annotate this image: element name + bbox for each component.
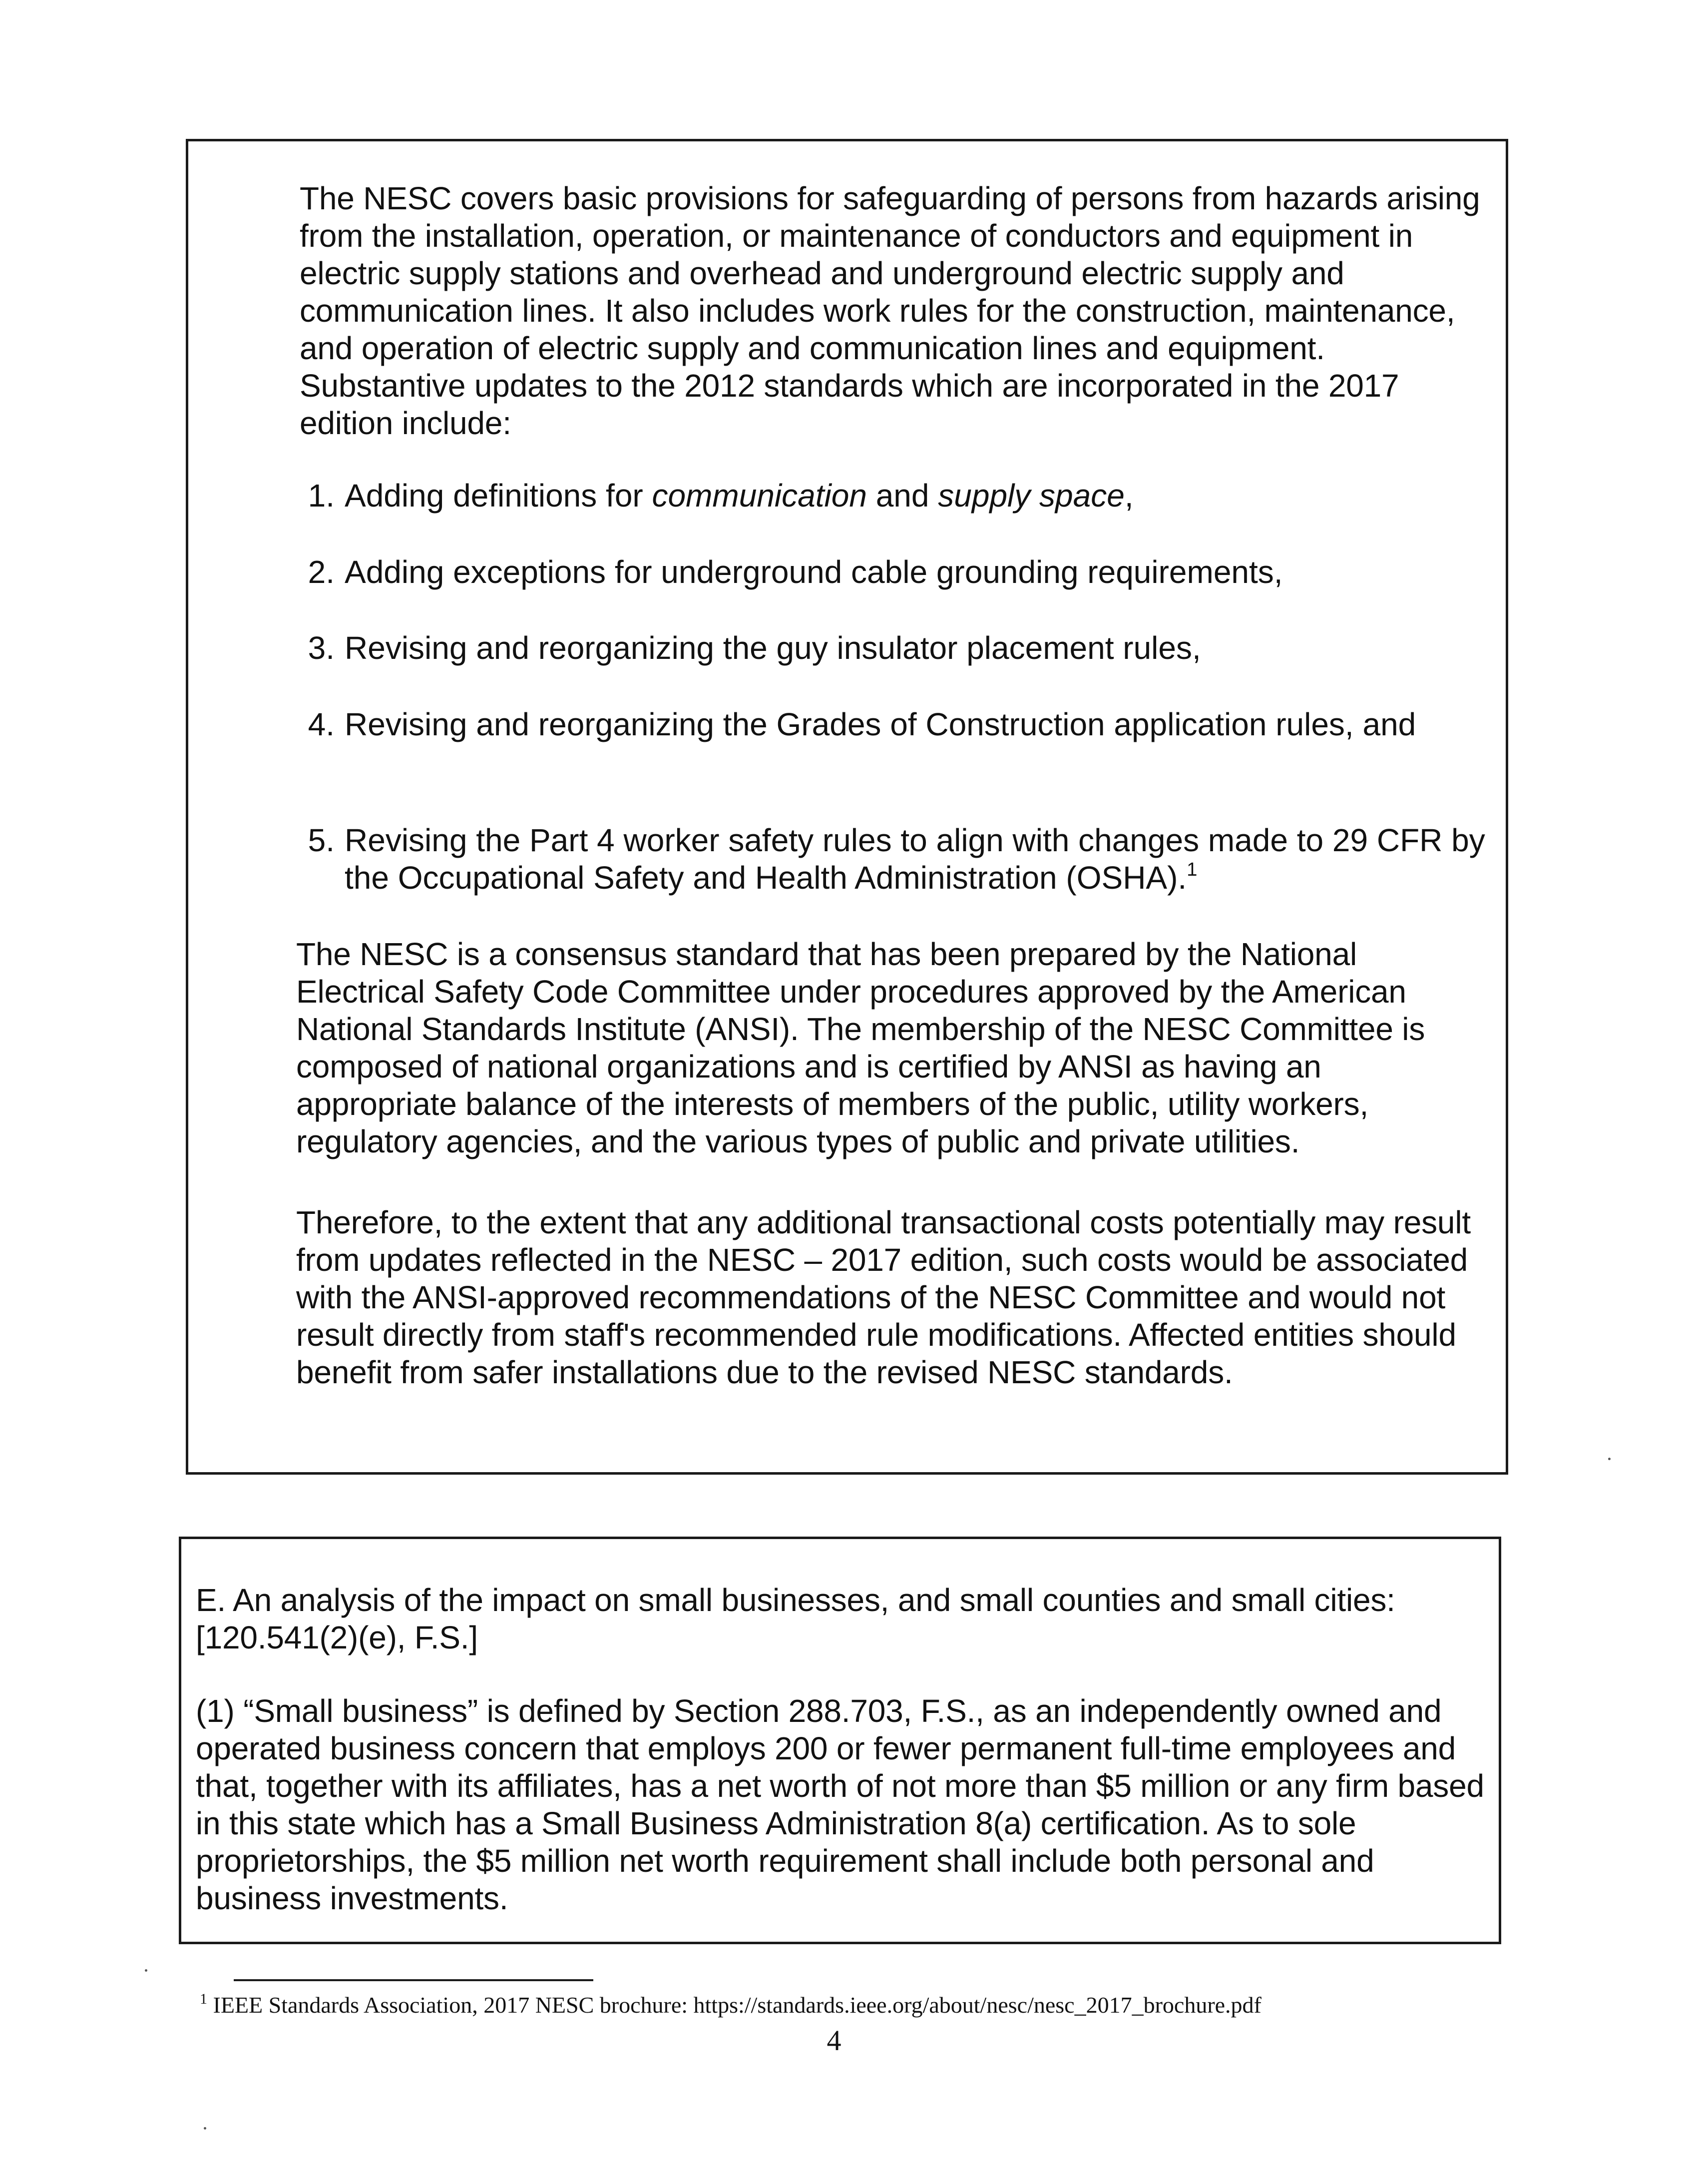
list-number: 5. xyxy=(308,822,335,858)
footnote-marker: 1 xyxy=(200,1991,207,2007)
nesc-consensus-paragraph: The NESC is a consensus standard that has been prepared by the National Electrical Safety Code Committee under procedures approved by the American National Standards Institute (ANSI). The membership of the NESC Committee is composed of national organizations and is certified by ANSI as having an appropriate balance of the interests of members of the public, utility workers, regulatory agencies, and the various types of public and private utilities. xyxy=(296,936,1425,1159)
list-text: and xyxy=(866,478,938,514)
list-emphasis: supply space xyxy=(938,478,1125,514)
small-business-definition-paragraph: (1) “Small business” is defined by Section 288.703, F.S., as an independently owned and operated business concern that employs 200 or fewer permanent full-time employees and that, together with its affiliates, has a net worth of not more than $5 million or any firm based in this state which has a Small Business Administration 8(a) certification. As to sole proprietorships, the $5 million net worth requirement shall include both personal and business investments. xyxy=(196,1693,1484,1916)
list-text: Revising and reorganizing the Grades of Construction application rules, and xyxy=(345,706,1416,742)
list-text: Revising and reorganizing the guy insulator placement rules, xyxy=(345,630,1201,666)
list-text: Adding definitions for xyxy=(345,478,652,514)
transactional-costs-paragraph: Therefore, to the extent that any additional transactional costs potentially may result from updates reflected in the NESC – 2017 edition, such costs would be associated with the ANSI-approved recommendations of the NESC Committee and would not result directly from staff's recommended rule modifications. Affected entities should benefit from safer installations due to the revised NESC standards. xyxy=(296,1204,1471,1390)
list-number: 2. xyxy=(308,554,335,590)
list-item-4 xyxy=(308,706,1488,743)
scan-speck xyxy=(145,1969,147,1972)
footnote-text: IEEE Standards Association, 2017 NESC brochure: https://standards.ieee.org/about/nesc/nesc_2017_brochure.pdf xyxy=(213,1992,1262,2018)
list-item-1 xyxy=(308,477,1488,515)
list-emphasis: communication xyxy=(652,478,867,514)
list-number: 1. xyxy=(308,478,335,514)
nesc-provisions-paragraph: The NESC covers basic provisions for safeguarding of persons from hazards arising from the installation, operation, or maintenance of conductors and equipment in electric supply stations and overhead and underground electric supply and communication lines. It also includes work rules for the construction, maintenance, and operation of electric supply and communication lines and equipment. Substantive updates to the 2012 standards which are incorporated in the 2017 edition include: xyxy=(300,180,1480,441)
scan-speck xyxy=(1608,1458,1611,1460)
footnote-divider xyxy=(234,1979,593,1981)
list-text: Revising the Part 4 worker safety rules to align with changes made to 29 CFR by the Occupational Safety and Health Administration (OSHA). xyxy=(345,822,1485,896)
page-number: 4 xyxy=(827,2024,842,2057)
list-number: 3. xyxy=(308,630,335,666)
footnote xyxy=(200,1991,1498,2020)
section-e-heading: E. An analysis of the impact on small businesses, and small counties and small cities: [120.541(2)(e), F.S.] xyxy=(196,1582,1395,1655)
list-number: 4. xyxy=(308,706,335,742)
list-item-5 xyxy=(308,822,1488,897)
list-item-3 xyxy=(308,629,1488,667)
list-text: Adding exceptions for underground cable grounding requirements, xyxy=(345,554,1283,590)
footnote-reference[interactable]: 1 xyxy=(1187,859,1198,880)
scan-speck xyxy=(204,2127,206,2130)
list-item-2 xyxy=(308,553,1488,591)
list-text: , xyxy=(1124,478,1134,514)
